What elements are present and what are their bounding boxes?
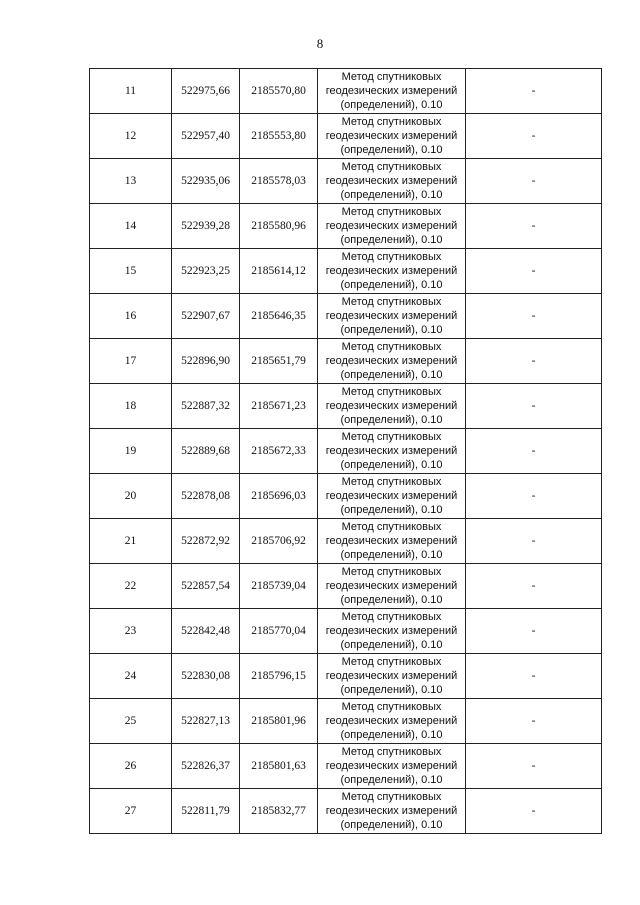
table-row bbox=[90, 339, 602, 384]
method-cell bbox=[318, 249, 466, 294]
coordinates-table-body bbox=[90, 69, 602, 834]
y-coordinate-cell: 2185796,15 bbox=[240, 654, 318, 699]
y-coordinate-cell: 2185770,04 bbox=[240, 609, 318, 654]
x-coordinate-cell: 522857,54 bbox=[172, 564, 240, 609]
method-line: Метод спутниковых bbox=[341, 206, 442, 218]
table-row bbox=[90, 654, 602, 699]
note-cell: - bbox=[466, 69, 602, 114]
method-cell bbox=[318, 609, 466, 654]
method-line: Метод спутниковых bbox=[341, 341, 442, 353]
method-line: Метод спутниковых bbox=[341, 566, 442, 578]
x-coordinate-cell: 522957,40 bbox=[172, 114, 240, 159]
method-line: геодезических измерений bbox=[325, 400, 458, 412]
y-coordinate-cell: 2185578,03 bbox=[240, 159, 318, 204]
x-coordinate-cell: 522907,67 bbox=[172, 294, 240, 339]
method-line: (определений), 0.10 bbox=[340, 99, 443, 111]
method-line: геодезических измерений bbox=[325, 580, 458, 592]
point-number-cell: 17 bbox=[90, 339, 172, 384]
method-line: (определений), 0.10 bbox=[340, 774, 443, 786]
x-coordinate-cell: 522889,68 bbox=[172, 429, 240, 474]
method-line: геодезических измерений bbox=[325, 130, 458, 142]
method-line: (определений), 0.10 bbox=[340, 504, 443, 516]
x-coordinate-cell: 522923,25 bbox=[172, 249, 240, 294]
method-line: Метод спутниковых bbox=[341, 746, 442, 758]
x-coordinate-cell: 522826,37 bbox=[172, 744, 240, 789]
method-line: геодезических измерений bbox=[325, 355, 458, 367]
note-cell: - bbox=[466, 384, 602, 429]
note-cell: - bbox=[466, 474, 602, 519]
method-line: геодезических измерений bbox=[325, 175, 458, 187]
note-cell: - bbox=[466, 609, 602, 654]
table-row bbox=[90, 699, 602, 744]
y-coordinate-cell: 2185570,80 bbox=[240, 69, 318, 114]
method-cell bbox=[318, 204, 466, 249]
note-cell: - bbox=[466, 294, 602, 339]
method-line: геодезических измерений bbox=[325, 490, 458, 502]
x-coordinate-cell: 522827,13 bbox=[172, 699, 240, 744]
method-line: (определений), 0.10 bbox=[340, 144, 443, 156]
method-cell bbox=[318, 339, 466, 384]
method-line: геодезических измерений bbox=[325, 265, 458, 277]
note-cell: - bbox=[466, 249, 602, 294]
method-line: геодезических измерений bbox=[325, 85, 458, 97]
y-coordinate-cell: 2185553,80 bbox=[240, 114, 318, 159]
method-line: (определений), 0.10 bbox=[340, 369, 443, 381]
x-coordinate-cell: 522935,06 bbox=[172, 159, 240, 204]
table-row bbox=[90, 249, 602, 294]
method-line: (определений), 0.10 bbox=[340, 819, 443, 831]
table-row bbox=[90, 474, 602, 519]
note-cell: - bbox=[466, 339, 602, 384]
point-number-cell: 14 bbox=[90, 204, 172, 249]
method-cell bbox=[318, 474, 466, 519]
point-number-cell: 23 bbox=[90, 609, 172, 654]
method-line: Метод спутниковых bbox=[341, 71, 442, 83]
y-coordinate-cell: 2185801,63 bbox=[240, 744, 318, 789]
note-cell: - bbox=[466, 519, 602, 564]
x-coordinate-cell: 522878,08 bbox=[172, 474, 240, 519]
point-number-cell: 15 bbox=[90, 249, 172, 294]
method-line: геодезических измерений bbox=[325, 220, 458, 232]
y-coordinate-cell: 2185832,77 bbox=[240, 789, 318, 834]
x-coordinate-cell: 522842,48 bbox=[172, 609, 240, 654]
table-row bbox=[90, 429, 602, 474]
method-line: геодезических измерений bbox=[325, 670, 458, 682]
note-cell: - bbox=[466, 654, 602, 699]
method-line: Метод спутниковых bbox=[341, 251, 442, 263]
table-row bbox=[90, 609, 602, 654]
method-line: Метод спутниковых bbox=[341, 296, 442, 308]
y-coordinate-cell: 2185646,35 bbox=[240, 294, 318, 339]
note-cell: - bbox=[466, 114, 602, 159]
method-line: геодезических измерений bbox=[325, 445, 458, 457]
method-cell bbox=[318, 429, 466, 474]
method-line: (определений), 0.10 bbox=[340, 189, 443, 201]
coordinates-table bbox=[89, 68, 602, 834]
method-line: (определений), 0.10 bbox=[340, 279, 443, 291]
method-cell bbox=[318, 789, 466, 834]
table-row bbox=[90, 384, 602, 429]
point-number-cell: 25 bbox=[90, 699, 172, 744]
method-line: геодезических измерений bbox=[325, 535, 458, 547]
method-line: (определений), 0.10 bbox=[340, 549, 443, 561]
method-line: (определений), 0.10 bbox=[340, 594, 443, 606]
note-cell: - bbox=[466, 159, 602, 204]
method-cell bbox=[318, 69, 466, 114]
x-coordinate-cell: 522939,28 bbox=[172, 204, 240, 249]
y-coordinate-cell: 2185739,04 bbox=[240, 564, 318, 609]
point-number-cell: 16 bbox=[90, 294, 172, 339]
x-coordinate-cell: 522830,08 bbox=[172, 654, 240, 699]
method-cell bbox=[318, 114, 466, 159]
method-line: (определений), 0.10 bbox=[340, 459, 443, 471]
table-row bbox=[90, 294, 602, 339]
x-coordinate-cell: 522896,90 bbox=[172, 339, 240, 384]
page-number: 8 bbox=[316, 36, 324, 51]
note-cell: - bbox=[466, 429, 602, 474]
method-line: Метод спутниковых bbox=[341, 521, 442, 533]
method-cell bbox=[318, 699, 466, 744]
note-cell: - bbox=[466, 699, 602, 744]
method-line: геодезических измерений bbox=[325, 310, 458, 322]
note-cell: - bbox=[466, 204, 602, 249]
method-line: (определений), 0.10 bbox=[340, 234, 443, 246]
method-line: Метод спутниковых bbox=[341, 476, 442, 488]
table-row bbox=[90, 204, 602, 249]
note-cell: - bbox=[466, 744, 602, 789]
point-number-cell: 26 bbox=[90, 744, 172, 789]
table-row bbox=[90, 744, 602, 789]
note-cell: - bbox=[466, 789, 602, 834]
y-coordinate-cell: 2185706,92 bbox=[240, 519, 318, 564]
point-number-cell: 18 bbox=[90, 384, 172, 429]
method-line: (определений), 0.10 bbox=[340, 684, 443, 696]
y-coordinate-cell: 2185671,23 bbox=[240, 384, 318, 429]
method-line: Метод спутниковых bbox=[341, 656, 442, 668]
method-line: Метод спутниковых bbox=[341, 116, 442, 128]
point-number-cell: 13 bbox=[90, 159, 172, 204]
y-coordinate-cell: 2185651,79 bbox=[240, 339, 318, 384]
note-cell: - bbox=[466, 564, 602, 609]
method-line: (определений), 0.10 bbox=[340, 324, 443, 336]
method-line: геодезических измерений bbox=[325, 715, 458, 727]
point-number-cell: 19 bbox=[90, 429, 172, 474]
y-coordinate-cell: 2185614,12 bbox=[240, 249, 318, 294]
point-number-cell: 27 bbox=[90, 789, 172, 834]
method-line: геодезических измерений bbox=[325, 805, 458, 817]
x-coordinate-cell: 522887,32 bbox=[172, 384, 240, 429]
point-number-cell: 24 bbox=[90, 654, 172, 699]
method-line: геодезических измерений bbox=[325, 625, 458, 637]
point-number-cell: 20 bbox=[90, 474, 172, 519]
method-cell bbox=[318, 159, 466, 204]
method-cell bbox=[318, 744, 466, 789]
method-line: геодезических измерений bbox=[325, 760, 458, 772]
method-line: Метод спутниковых bbox=[341, 386, 442, 398]
method-cell bbox=[318, 384, 466, 429]
y-coordinate-cell: 2185696,03 bbox=[240, 474, 318, 519]
x-coordinate-cell: 522872,92 bbox=[172, 519, 240, 564]
x-coordinate-cell: 522975,66 bbox=[172, 69, 240, 114]
x-coordinate-cell: 522811,79 bbox=[172, 789, 240, 834]
table-row bbox=[90, 564, 602, 609]
method-line: Метод спутниковых bbox=[341, 611, 442, 623]
method-line: (определений), 0.10 bbox=[340, 414, 443, 426]
y-coordinate-cell: 2185801,96 bbox=[240, 699, 318, 744]
point-number-cell: 12 bbox=[90, 114, 172, 159]
table-row bbox=[90, 789, 602, 834]
point-number-cell: 22 bbox=[90, 564, 172, 609]
method-line: (определений), 0.10 bbox=[340, 729, 443, 741]
method-cell bbox=[318, 519, 466, 564]
table-row bbox=[90, 519, 602, 564]
y-coordinate-cell: 2185672,33 bbox=[240, 429, 318, 474]
point-number-cell: 11 bbox=[90, 69, 172, 114]
method-cell bbox=[318, 294, 466, 339]
method-line: Метод спутниковых bbox=[341, 791, 442, 803]
table-row bbox=[90, 114, 602, 159]
method-line: Метод спутниковых bbox=[341, 161, 442, 173]
method-cell bbox=[318, 654, 466, 699]
table-row bbox=[90, 69, 602, 114]
method-line: Метод спутниковых bbox=[341, 431, 442, 443]
method-line: (определений), 0.10 bbox=[340, 639, 443, 651]
method-cell bbox=[318, 564, 466, 609]
point-number-cell: 21 bbox=[90, 519, 172, 564]
table-row bbox=[90, 159, 602, 204]
method-line: Метод спутниковых bbox=[341, 701, 442, 713]
y-coordinate-cell: 2185580,96 bbox=[240, 204, 318, 249]
